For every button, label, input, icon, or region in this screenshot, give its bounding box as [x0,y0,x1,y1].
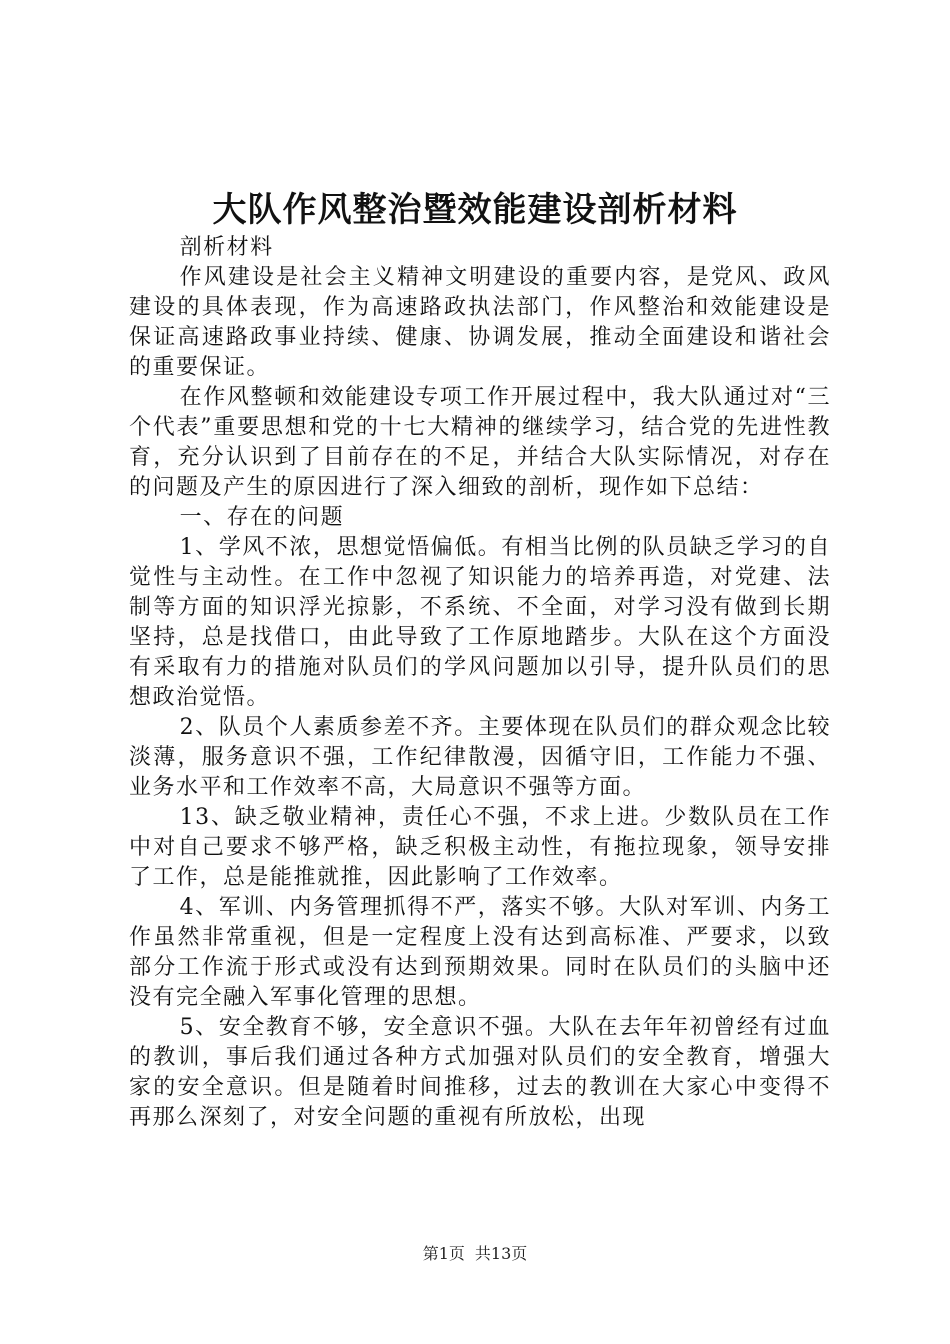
page-footer [0,1243,950,1265]
paragraph-intro: 作风建设是社会主义精神文明建设的重要内容，是党风、政风建设的具体表现，作为高速路政执法部门，作风整治和效能建设是保证高速路政事业持续、健康、协调发展，推动全面建设和谐社会的重要保证。 [129,265,831,380]
page-number-current: 第1页 [422,1244,465,1263]
paragraph-context: 在作风整顿和效能建设专项工作开展过程中，我大队通过对“三个代表”重要思想和党的十七大精神的继续学习，结合党的先进性教育，充分认识到了目前存在的不足，并结合大队实际情况，对存在的问题及产生的原因进行了深入细致的剖析，现作如下总结： [129,385,831,500]
paragraph-item-5: 5、安全教育不够，安全意识不强。大队在去年年初曾经有过血的教训，事后我们通过各种方式加强对队员们的安全教育，增强大家的安全意识。但是随着时间推移，过去的教训在大家心中变得不再那么深刻了，对安全问题的重视有所放松，出现 [129,1015,831,1130]
paragraph-subtitle: 剖析材料 [179,235,274,260]
document-body [129,233,831,1133]
paragraph-item-1: 1、学风不浓，思想觉悟偏低。有相当比例的队员缺乏学习的自觉性与主动性。在工作中忽视了知识能力的培养再造，对党建、法制等方面的知识浮光掠影，不系统、不全面，对学习没有做到长期坚持，总是找借口，由此导致了工作原地踏步。大队在这个方面没有采取有力的措施对队员们的学风问题加以引导，提升队员们的思想政治觉悟。 [129,535,831,710]
document-title: 大队作风整治暨效能建设剖析材料 [212,190,738,230]
page-number-total: 共13页 [474,1244,528,1263]
paragraph-item-2: 2、队员个人素质参差不齐。主要体现在队员们的群众观念比较淡薄，服务意识不强，工作纪律散漫，因循守旧，工作能力不强、业务水平和工作效率不高，大局意识不强等方面。 [129,715,831,800]
paragraph-item-4: 4、军训、内务管理抓得不严，落实不够。大队对军训、内务工作虽然非常重视，但是一定程度上没有达到高标准、严要求，以致部分工作流于形式或没有达到预期效果。同时在队员们的头脑中还没有完全融入军事化管理的思想。 [129,895,831,1010]
paragraph-item-3: 13、缺乏敬业精神，责任心不强，不求上进。少数队员在工作中对自己要求不够严格，缺乏积极主动性，有拖拉现象，领导安排了工作，总是能推就推，因此影响了工作效率。 [129,805,831,890]
section-heading-problems: 一、存在的问题 [179,505,345,530]
